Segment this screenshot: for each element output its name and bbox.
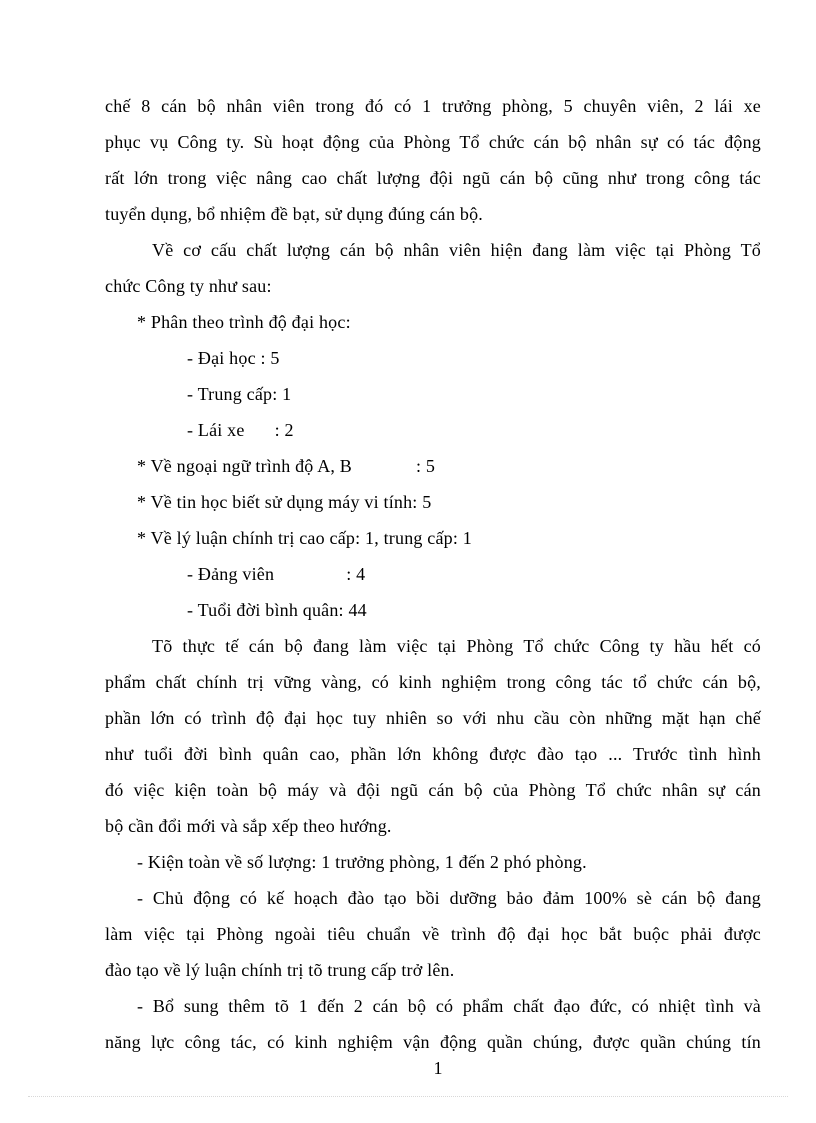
body-text-line: phục vụ Công ty. Sù hoạt động của Phòng Tổ chức cán bộ nhân sự có tác động: [105, 132, 761, 152]
body-text-line: bộ cần đổi mới và sắp xếp theo hướng.: [105, 816, 392, 836]
body-text-line: tuyển dụng, bổ nhiệm đề bạt, sử dụng đúng cán bộ.: [105, 204, 484, 224]
list-item-label: - Đảng viên: [187, 564, 275, 584]
body-text-line: đào tạo về lý luận chính trị tõ trung cấp trở lên.: [105, 960, 455, 980]
list-item: [187, 563, 365, 585]
body-text-line: Về cơ cấu chất lượng cán bộ nhân viên hiện đang làm việc tại Phòng Tổ: [152, 240, 761, 260]
body-text-line: chức Công ty như sau:: [105, 276, 272, 296]
body-text-line: năng lực công tác, có kinh nghiệm vận động quần chúng, được quần chúng tín: [105, 1032, 761, 1052]
list-item: [187, 419, 294, 441]
body-text-line: - Bổ sung thêm tõ 1 đến 2 cán bộ có phẩm chất đạo đức, có nhiệt tình và: [137, 996, 761, 1016]
list-item-label: - Lái xe: [187, 420, 245, 440]
list-item: - Tuổi đời bình quân: 44: [187, 600, 367, 620]
list-item-value: : 5: [416, 456, 436, 476]
body-text-line: - Chủ động có kế hoạch đào tạo bồi dưỡng bảo đảm 100% sè cán bộ đang: [137, 888, 761, 908]
body-text-line: phần lớn có trình độ đại học tuy nhiên so với nhu cầu còn những mặt hạn chế: [105, 708, 761, 728]
list-item: - Đại học : 5: [187, 348, 280, 368]
body-text-line: phẩm chất chính trị vững vàng, có kinh nghiệm trong công tác tổ chức cán bộ,: [105, 672, 761, 692]
body-text-line: làm việc tại Phòng ngoài tiêu chuẩn về trình độ đại học bắt buộc phải được: [105, 924, 761, 944]
body-text-line: chế 8 cán bộ nhân viên trong đó có 1 trưởng phòng, 5 chuyên viên, 2 lái xe: [105, 96, 761, 116]
list-heading: * Phân theo trình độ đại học:: [137, 312, 351, 332]
list-item: - Trung cấp: 1: [187, 384, 292, 404]
body-text-line: Tõ thực tế cán bộ đang làm việc tại Phòng Tổ chức Công ty hầu hết có: [152, 636, 761, 656]
list-item-label: * Về ngoại ngữ trình độ A, B: [137, 456, 353, 476]
page-number: 1: [433, 1058, 443, 1078]
body-text-line: đó việc kiện toàn bộ máy và đội ngũ cán bộ của Phòng Tổ chức nhân sự cán: [105, 780, 761, 800]
list-item-value: : 2: [274, 420, 294, 440]
list-item: * Về lý luận chính trị cao cấp: 1, trung cấp: 1: [137, 528, 472, 548]
list-item-value: : 4: [346, 564, 366, 584]
body-text-line: - Kiện toàn về số lượng: 1 trưởng phòng, 1 đến 2 phó phòng.: [137, 852, 587, 872]
page-bottom-divider: [28, 1096, 788, 1097]
body-text-line: rất lớn trong việc nâng cao chất lượng đội ngũ cán bộ cũng như trong công tác: [105, 168, 761, 188]
body-text-line: như tuổi đời bình quân cao, phần lớn không được đào tạo ... Trước tình hình: [105, 744, 761, 764]
list-item: * Về tin học biết sử dụng máy vi tính: 5: [137, 492, 432, 512]
list-item: [137, 455, 435, 477]
